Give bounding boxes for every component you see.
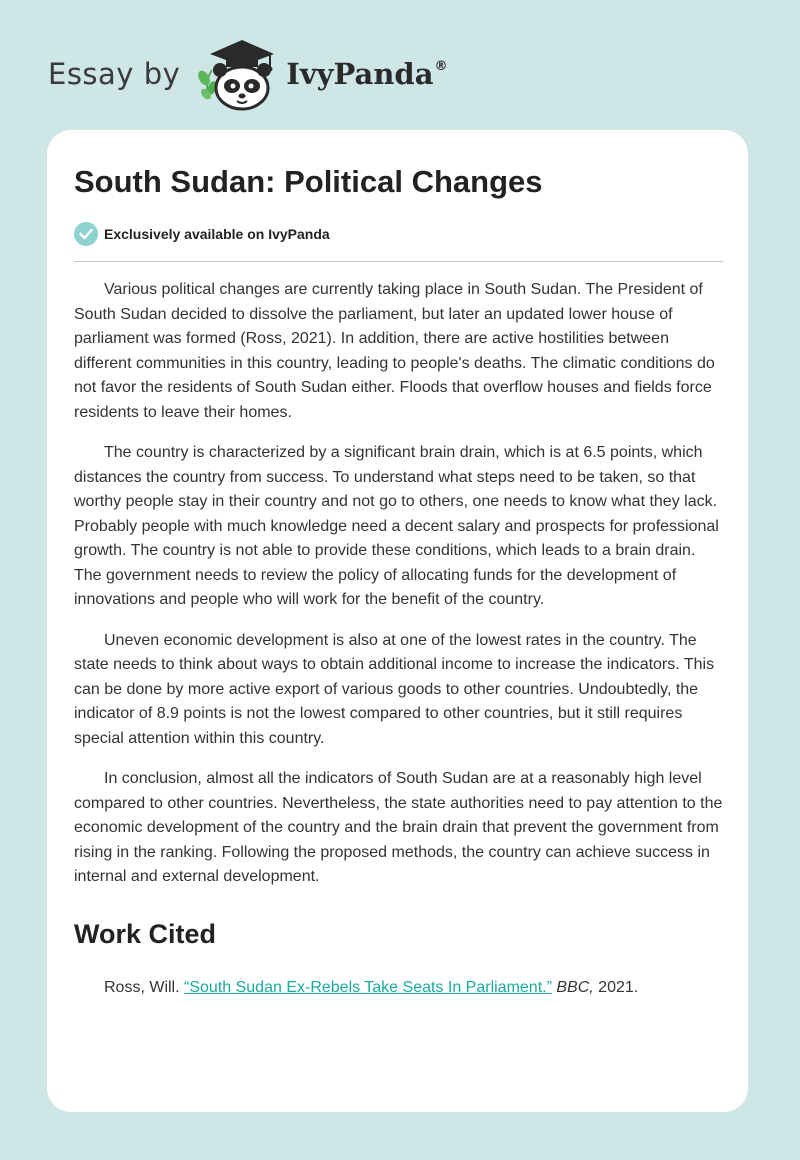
citation-author: Ross, Will. [104, 979, 180, 996]
paragraph: In conclusion, almost all the indicators of South Sudan are at a reasonably high level compared to other countries. Nevertheless, the state authorities need to pay attention to the economic development of the country and the brain drain that prevent the government from rising in the ranking. Following the proposed methods, the country can achieve success in internal and external development. [74, 770, 723, 885]
paragraph: Uneven economic development is also at one of the lowest rates in the country. The state needs to think about ways to obtain additional income to increase the indicators. This can be done by more active export of various goods to other countries. Undoubtedly, the indicator of 8.9 points is not the lowest compared to other countries, but it still requires special attention within this country. [74, 631, 715, 747]
essay-body [74, 278, 726, 906]
panda-logo-icon[interactable] [192, 36, 284, 112]
essay-title: South Sudan: Political Changes [74, 164, 543, 199]
exclusive-label: Exclusively available on IvyPanda [104, 226, 330, 242]
divider [74, 261, 723, 262]
citation-publisher: BBC, [556, 979, 594, 996]
citation [104, 979, 638, 997]
paragraph: The country is characterized by a significant brain drain, which is at 6.5 points, which distances the country from success. To understand what steps need to be taken, so that worthy people stay in their country and not go to others, one needs to know what they lack. Probably people with much knowledge need a decent salary and prospects for professional growth. The country is not able to provide these conditions, which leads to a brain drain. The government needs to review the policy of allocating funds for the development of innovations and people who will work for the benefit of the country. [74, 444, 719, 608]
check-icon [74, 222, 98, 246]
registered-mark: ® [434, 59, 448, 74]
paragraph: Various political changes are currently taking place in South Sudan. The President of South Sudan decided to dissolve the parliament, but later an updated lower house of parliament was formed (Ross, 2021). In addition, there are active hostilities between different communities in this country, leading to people's deaths. The climatic conditions do not favor the residents of South Sudan either. Floods that overflow houses and fields force residents to leave their homes. [74, 281, 715, 421]
work-cited-heading: Work Cited [74, 919, 217, 949]
brand-name[interactable]: IvyPanda® [286, 57, 448, 91]
essay-card [47, 130, 748, 1112]
citation-year: 2021. [598, 979, 639, 996]
exclusive-badge [74, 222, 330, 246]
essay-by-text: Essay by [48, 57, 181, 91]
citation-link[interactable]: “South Sudan Ex-Rebels Take Seats In Parliament.” [184, 979, 552, 996]
site-header [48, 36, 448, 112]
